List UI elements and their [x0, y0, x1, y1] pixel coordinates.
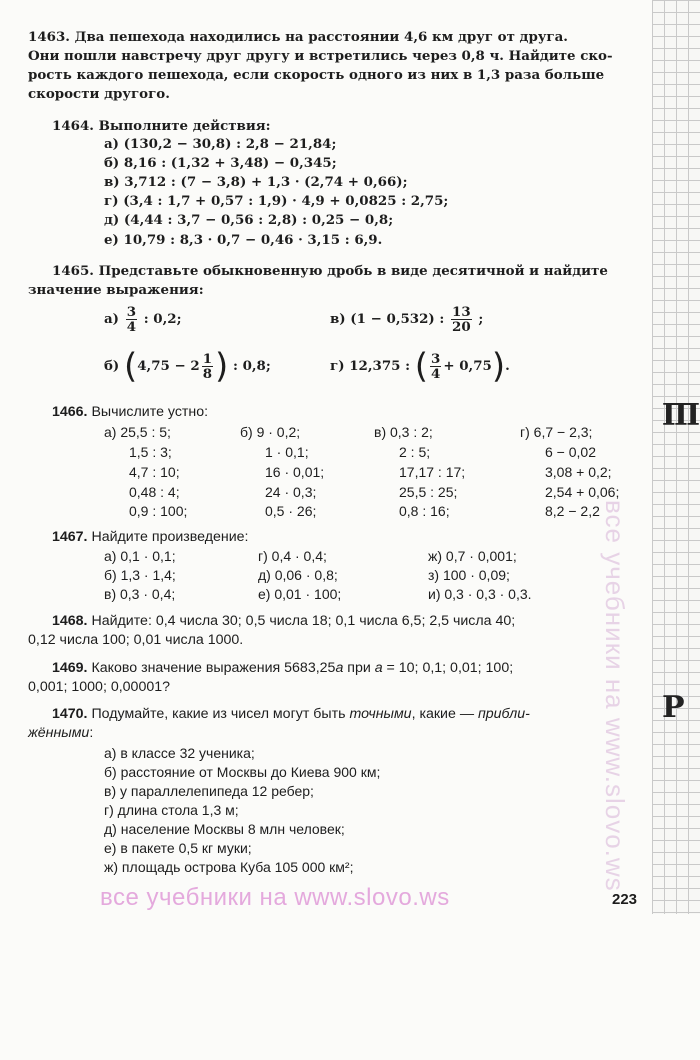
- problem-number: 1464.: [52, 118, 94, 134]
- product-item: з) 100 · 0,09;: [428, 567, 510, 583]
- number-item: г) длина стола 1,3 м;: [104, 802, 239, 818]
- problem-text: Они пошли навстречу друг другу и встретились через 0,8 ч. Найдите ско-: [28, 48, 613, 64]
- number-item: е) в пакете 0,5 кг муки;: [104, 840, 252, 856]
- expr-item: г) (3,4 : 1,7 + 0,57 : 1,9) · 4,9 + 0,0825 : 2,75;: [104, 193, 449, 209]
- problem-1467-title: [52, 528, 677, 547]
- expr-item: е) 10,79 : 8,3 · 0,7 − 0,46 · 3,15 : 6,9.: [104, 232, 383, 248]
- fraction: $\frac{3}{4}$: [431, 351, 441, 382]
- oral-item: 8,2 − 2,2: [545, 503, 600, 519]
- oral-item: 6 − 0,02: [545, 444, 596, 460]
- expr-item: в) 3,712 : (7 − 3,8) + 1,3 · (2,74 + 0,66);: [104, 174, 408, 190]
- oral-item: 2 : 5;: [399, 444, 431, 460]
- side-mark-bottom: Р: [662, 690, 685, 725]
- problem-text: Найдите произведение:: [87, 529, 249, 545]
- side-watermark: все учебники на www.slovo.ws: [600, 500, 630, 892]
- product-item: ж) 0,7 · 0,001;: [428, 548, 517, 564]
- problem-text: 0,001; 1000; 0,00001?: [28, 679, 171, 695]
- oral-item: 17,17 : 17;: [399, 464, 466, 480]
- oral-item: 25,5 : 25;: [399, 484, 458, 500]
- problem-text: значение выражения:: [28, 282, 204, 298]
- product-item: е) 0,01 · 100;: [258, 586, 342, 602]
- oral-item: 0,9 : 100;: [129, 503, 188, 519]
- problem-number: 1465.: [52, 263, 94, 279]
- oral-item: 2,54 + 0,06;: [545, 484, 620, 500]
- problem-1468: [28, 612, 653, 650]
- oral-item: а) 25,5 : 5;: [104, 424, 171, 440]
- problem-text: 0,12 числа 100; 0,01 числа 1000.: [28, 632, 244, 648]
- product-item: в) 0,3 · 0,4;: [104, 586, 176, 602]
- oral-item: 0,8 : 16;: [399, 503, 450, 519]
- problem-1465: [28, 262, 653, 300]
- product-item: д) 0,06 · 0,8;: [258, 567, 338, 583]
- problem-number: 1468.: [52, 613, 88, 629]
- problem-text: Представьте обыкновенную дробь в виде десятичной и найдите: [93, 263, 608, 279]
- problem-text: Два пешехода находились на расстоянии 4,6 км друг от друга.: [69, 29, 568, 45]
- oral-item: 0,48 : 4;: [129, 484, 180, 500]
- product-item: г) 0,4 · 0,4;: [258, 548, 327, 564]
- problem-number: 1463.: [28, 29, 70, 45]
- number-item: в) у параллелепипеда 12 ребер;: [104, 783, 314, 799]
- expr-item: а) (130,2 − 30,8) : 2,8 − 21,84;: [104, 136, 337, 152]
- page-number: 223: [612, 891, 638, 908]
- oral-item: г) 6,7 − 2,3;: [520, 424, 593, 440]
- fraction-expr-b: б) (4,75 − 2 $\frac{1}{8}$ ) : 0,8;: [104, 346, 271, 387]
- problem-number: 1467.: [52, 529, 88, 545]
- problem-number: 1470.: [52, 706, 88, 722]
- fraction: $\frac{1}{8}$: [202, 351, 213, 382]
- margin-grid: [652, 0, 700, 914]
- problem-1464-title: [52, 117, 677, 136]
- problem-1466-title: [52, 403, 677, 422]
- problem-1463: [28, 28, 653, 104]
- problem-text: скорости другого.: [28, 86, 170, 102]
- fraction: $\frac{3}{4}$: [126, 304, 137, 335]
- number-item: а) в классе 32 ученика;: [104, 745, 255, 761]
- product-item: б) 1,3 · 1,4;: [104, 567, 176, 583]
- fraction: $\frac{13}{20}$: [452, 304, 471, 335]
- number-item: д) население Москвы 8 млн человек;: [104, 821, 345, 837]
- oral-item: 16 · 0,01;: [265, 464, 325, 480]
- oral-item: 4,7 : 10;: [129, 464, 180, 480]
- problem-number: 1466.: [52, 404, 88, 420]
- oral-item: 1 · 0,1;: [265, 444, 309, 460]
- fraction-expr-v: в) (1 − 0,532) : $\frac{13}{20}$ ;: [330, 304, 484, 335]
- oral-item: 1,5 : 3;: [129, 444, 172, 460]
- footer-watermark: все учебники на www.slovo.ws: [100, 884, 450, 911]
- problem-text: Найдите: 0,4 числа 30; 0,5 числа 18; 0,1 числа 6,5; 2,5 числа 40;: [87, 613, 516, 629]
- oral-item: в) 0,3 : 2;: [374, 424, 433, 440]
- number-item: ж) площадь острова Куба 105 000 км²;: [104, 859, 354, 875]
- product-item: и) 0,3 · 0,3 · 0,3.: [428, 586, 532, 602]
- product-item: а) 0,1 · 0,1;: [104, 548, 176, 564]
- oral-item: 24 · 0,3;: [265, 484, 317, 500]
- oral-item: 0,5 · 26;: [265, 503, 317, 519]
- oral-item: б) 9 · 0,2;: [240, 424, 301, 440]
- problem-1470: 1470. Подумайте, какие из чисел могут быть точными, какие — прибли- жёнными:: [28, 706, 530, 741]
- fraction-expr-a: а) $\frac{3}{4}$ : 0,2;: [104, 304, 182, 335]
- problem-text: Вычислите устно:: [87, 404, 209, 420]
- number-item: б) расстояние от Москвы до Киева 900 км;: [104, 764, 381, 780]
- oral-item: 3,08 + 0,2;: [545, 464, 612, 480]
- fraction-expr-g: г) 12,375 : ( $\frac{3}{4}$ + 0,75).: [330, 346, 510, 387]
- expr-item: д) (4,44 : 3,7 − 0,56 : 2,8) : 0,25 − 0,8;: [104, 212, 394, 228]
- problem-number: 1469.: [52, 660, 88, 676]
- problem-1469: 1469. Каково значение выражения 5683,25a при a = 10; 0,1; 0,01; 100; 0,001; 1000; 0,00001?: [28, 659, 653, 697]
- problem-text: рость каждого пешехода, если скорость одного из них в 1,3 раза больше: [28, 67, 605, 83]
- expr-item: б) 8,16 : (1,32 + 3,48) − 0,345;: [104, 155, 337, 171]
- side-mark-top: Ш: [662, 395, 700, 430]
- problem-text: Выполните действия:: [93, 118, 271, 134]
